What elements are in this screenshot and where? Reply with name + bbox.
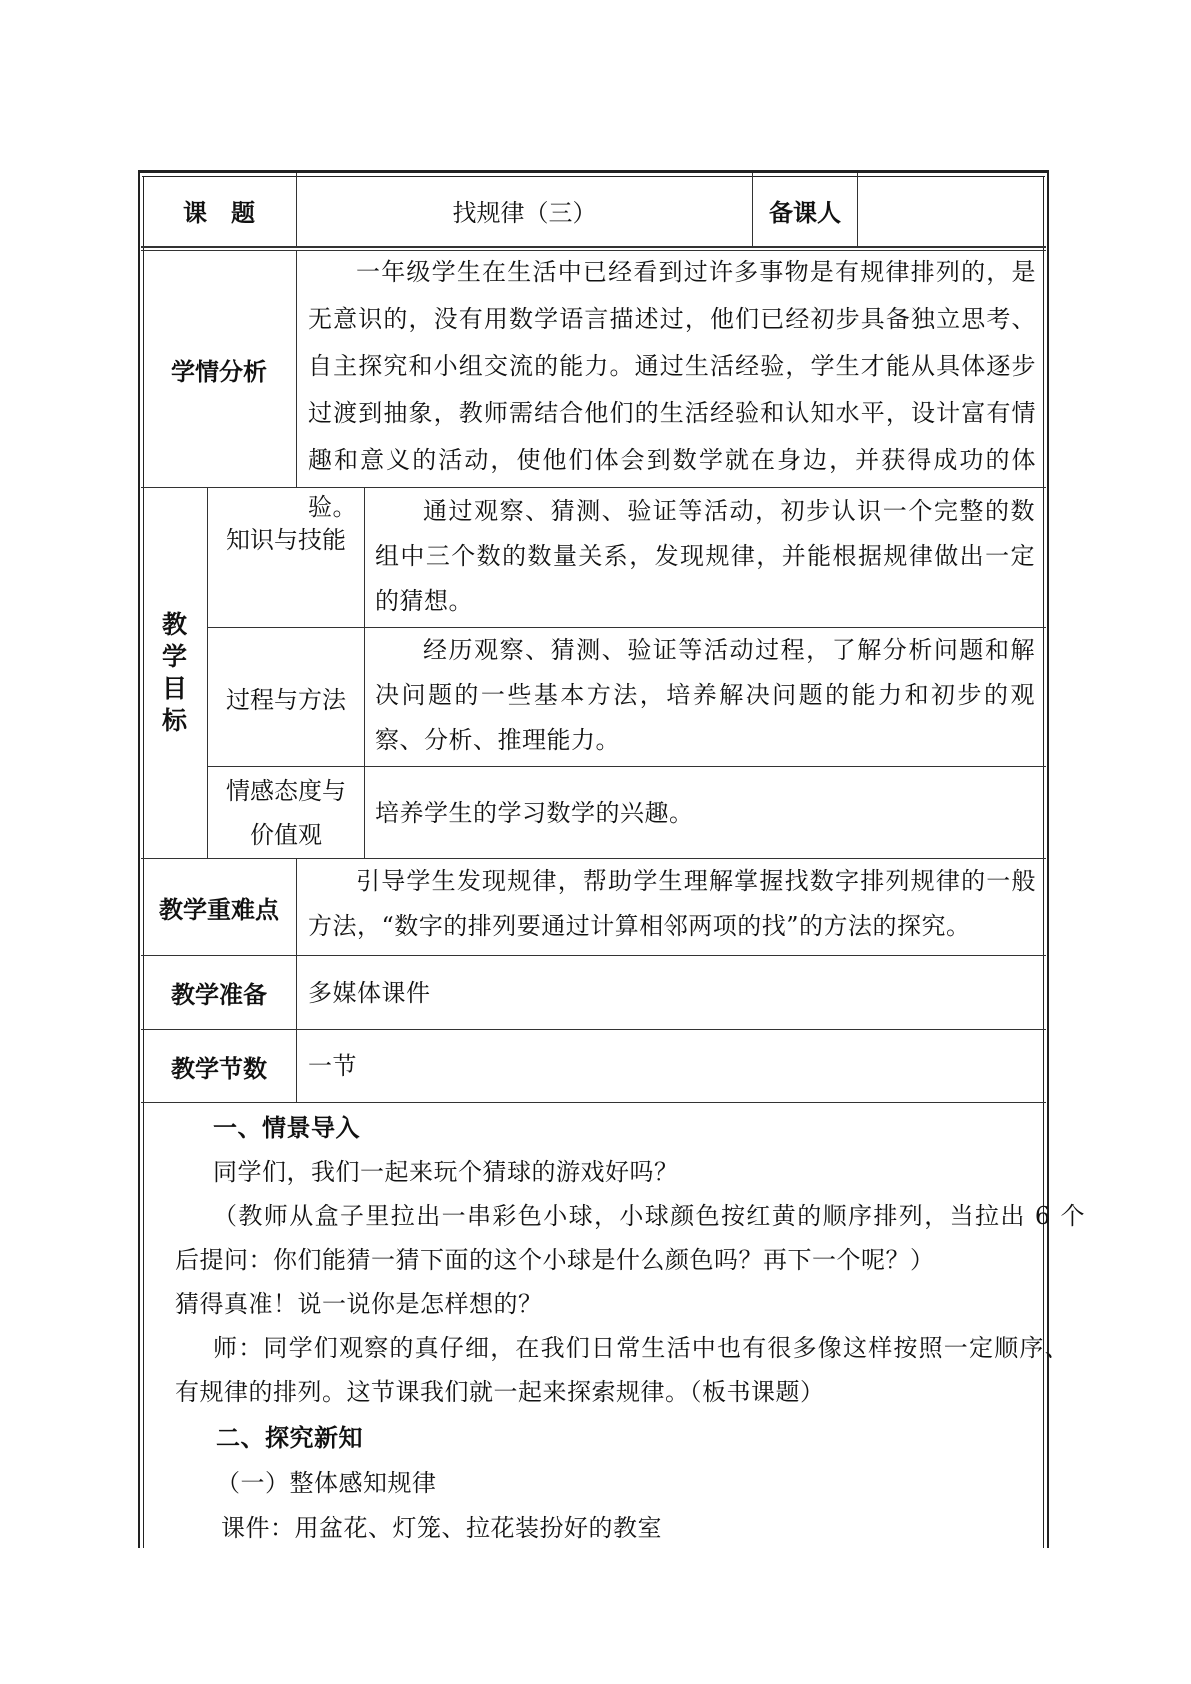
knowledge-skills-label: 知识与技能 bbox=[226, 526, 346, 554]
knowledge-skills-text: 通过观察、猜测、验证等活动，初步认识一个完整的数组中三个数的数量关系，发现规律，并能根据规律做出一定的猜想。 bbox=[375, 497, 1035, 615]
preparation-text: 多媒体课件 bbox=[308, 979, 431, 1007]
col-divider bbox=[364, 488, 365, 859]
col-divider bbox=[296, 859, 297, 1103]
topic-label: 课 题 bbox=[183, 199, 255, 227]
periods-text: 一节 bbox=[308, 1052, 357, 1080]
process-method-text: 经历观察、猜测、验证等活动过程，了解分析问题和解决问题的一些基本方法，培养解决问题的能力和初步的观察、分析、推理能力。 bbox=[375, 636, 1035, 754]
preparer-label: 备课人 bbox=[769, 199, 841, 227]
objectives-label-char: 教 bbox=[161, 610, 187, 639]
row-divider bbox=[141, 246, 1046, 248]
objectives-label bbox=[142, 488, 207, 858]
attitude-values-label-line1: 情感态度与 bbox=[226, 776, 346, 805]
col-divider bbox=[296, 251, 297, 488]
process-line: 有规律的排列。这节课我们就一起来探索规律。（板书课题） bbox=[175, 1378, 825, 1406]
key-points-label: 教学重难点 bbox=[159, 895, 279, 924]
row-divider bbox=[141, 1102, 1046, 1103]
attitude-values-label-line2: 价值观 bbox=[250, 820, 322, 849]
topic-value: 找规律（三） bbox=[452, 199, 597, 227]
objectives-label-char: 学 bbox=[161, 642, 187, 671]
attitude-values-text: 培养学生的学习数学的兴趣。 bbox=[375, 799, 694, 827]
preparation-label: 教学准备 bbox=[171, 981, 267, 1009]
objectives-label-char: 目 bbox=[161, 674, 187, 703]
process-line: （教师从盒子里拉出一串彩色小球，小球颜色按红黄的顺序排列，当拉出 6 个 bbox=[213, 1202, 1086, 1230]
process-method-label: 过程与方法 bbox=[226, 685, 346, 714]
periods-label: 教学节数 bbox=[171, 1054, 267, 1083]
process-line: 同学们，我们一起来玩个猜球的游戏好吗？ bbox=[213, 1158, 679, 1186]
objectives-label-char: 标 bbox=[161, 706, 187, 735]
section-1-title: 一、情景导入 bbox=[213, 1114, 360, 1142]
student-analysis-label: 学情分析 bbox=[171, 357, 267, 386]
process-line: 后提问：你们能猜一猜下面的这个小球是什么颜色吗？再下一个呢？） bbox=[175, 1246, 935, 1274]
attitude-values-label bbox=[208, 767, 364, 858]
process-line: 猜得真准！说一说你是怎样想的？ bbox=[175, 1290, 543, 1318]
key-points-text: 引导学生发现规律，帮助学生理解掌握找数字排列规律的一般方法，“数字的排列要通过计算相邻两项的找”的方法的探究。 bbox=[308, 867, 1036, 940]
preparer-value bbox=[858, 175, 1044, 246]
section-2-title: 二、探究新知 bbox=[216, 1424, 363, 1452]
student-analysis-text: 一年级学生在生活中已经看到过许多事物是有规律排列的，是无意识的，没有用数学语言描述过，他们已经初步具备独立思考、自主探究和小组交流的能力。通过生活经验，学生才能从具体逐步过渡到抽象，教师需结合他们的生活经验和认知水平，设计富有情趣和意义的活动，使他们体会到数学就在身边，并获得成功的体验。 bbox=[308, 258, 1036, 521]
subsection-title: （一）整体感知规律 bbox=[216, 1469, 437, 1497]
process-line: 课件：用盆花、灯笼、拉花装扮好的教室 bbox=[221, 1514, 662, 1542]
process-line: 师：同学们观察的真仔细，在我们日常生活中也有很多像这样按照一定顺序、 bbox=[213, 1334, 1070, 1362]
